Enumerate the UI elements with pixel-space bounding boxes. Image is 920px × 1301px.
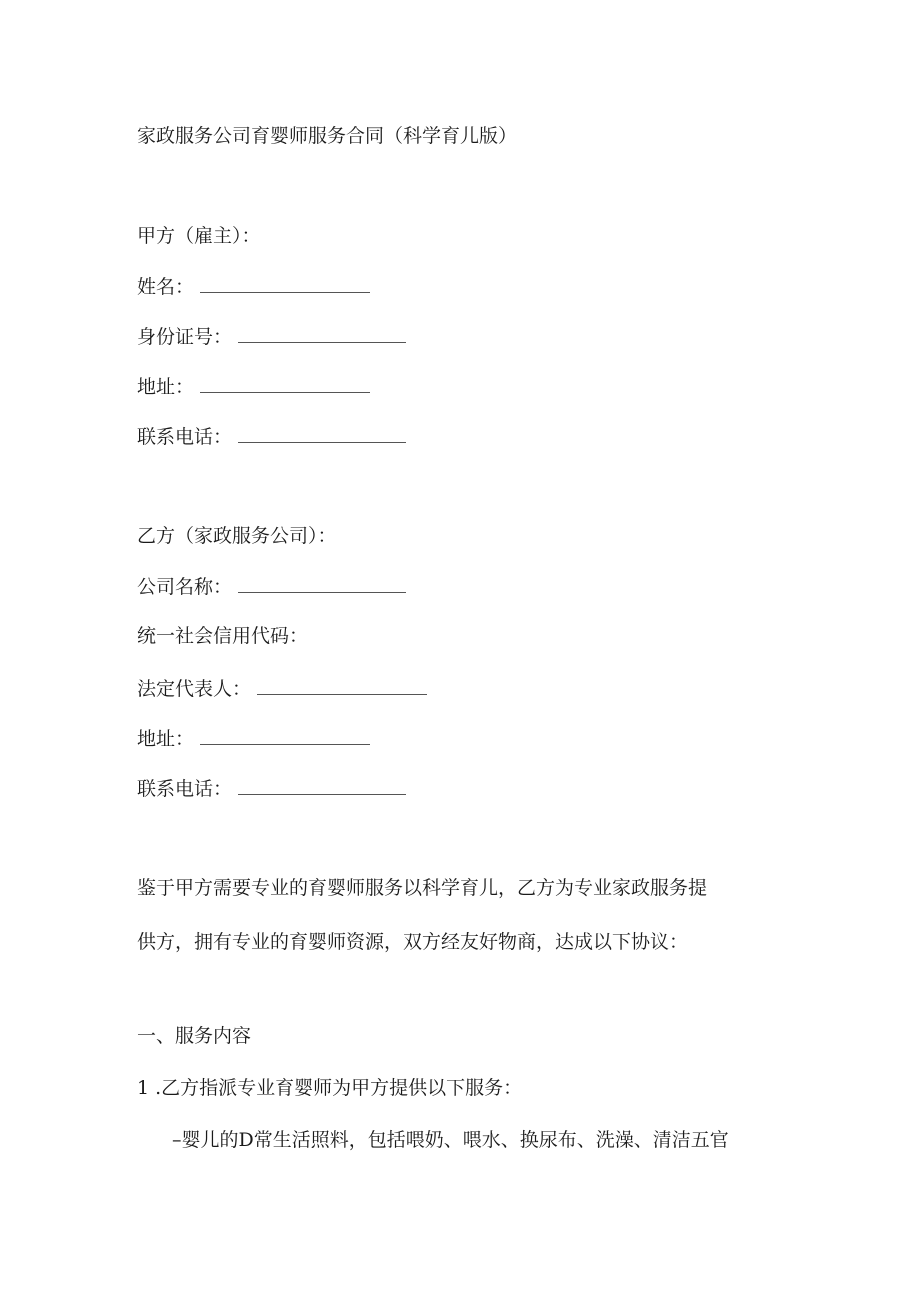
party-b-address-row (137, 726, 370, 751)
party-b-address-blank[interactable] (200, 726, 370, 745)
party-a-phone-row (137, 424, 406, 449)
party-b-company-row (137, 574, 406, 599)
party-a-address-row (137, 374, 370, 399)
party-a-name-row (137, 274, 370, 299)
party-b-company-label: 公司名称： (137, 576, 233, 598)
party-b-phone-label: 联系电话： (137, 778, 233, 800)
party-b-rep-blank[interactable] (257, 676, 427, 695)
party-a-name-blank[interactable] (200, 274, 370, 293)
party-b-phone-row (137, 776, 406, 801)
party-a-phone-label: 联系电话： (137, 426, 233, 448)
party-b-phone-blank[interactable] (238, 776, 406, 795)
party-a-heading: 甲方（雇主）： (137, 225, 261, 247)
section-1-item-1: 1 .乙方指派专业育婴师为甲方提供以下服务： (137, 1077, 523, 1099)
party-b-company-blank[interactable] (238, 574, 406, 593)
party-a-id-blank[interactable] (238, 324, 406, 343)
party-a-name-label: 姓名： (137, 276, 195, 298)
party-b-heading: 乙方（家政服务公司）： (137, 525, 337, 547)
party-b-rep-row (137, 676, 427, 701)
party-a-id-row (137, 324, 406, 349)
party-b-rep-label: 法定代表人： (137, 678, 252, 700)
party-a-id-label: 身份证号： (137, 326, 233, 348)
party-a-address-blank[interactable] (200, 374, 370, 393)
section-1-bullet-1: –婴儿的D常生活照料，包括喂奶、喂水、换尿布、洗澡、清洁五官 (172, 1129, 729, 1151)
section-1-heading: 一、服务内容 (137, 1025, 252, 1047)
party-a-phone-blank[interactable] (238, 424, 406, 443)
intro-line-2: 供方，拥有专业的育婴师资源，双方经友好物商，达成以下协议： (137, 931, 689, 953)
party-b-credit-code-label: 统一社会信用代码： (137, 625, 309, 647)
party-b-address-label: 地址： (137, 728, 195, 750)
document-title: 家政服务公司育婴师服务合同（科学育儿版） (137, 125, 518, 147)
party-a-address-label: 地址： (137, 376, 195, 398)
intro-line-1: 鉴于甲方需要专业的育婴师服务以科学育儿，乙方为专业家政服务提 (137, 877, 708, 899)
